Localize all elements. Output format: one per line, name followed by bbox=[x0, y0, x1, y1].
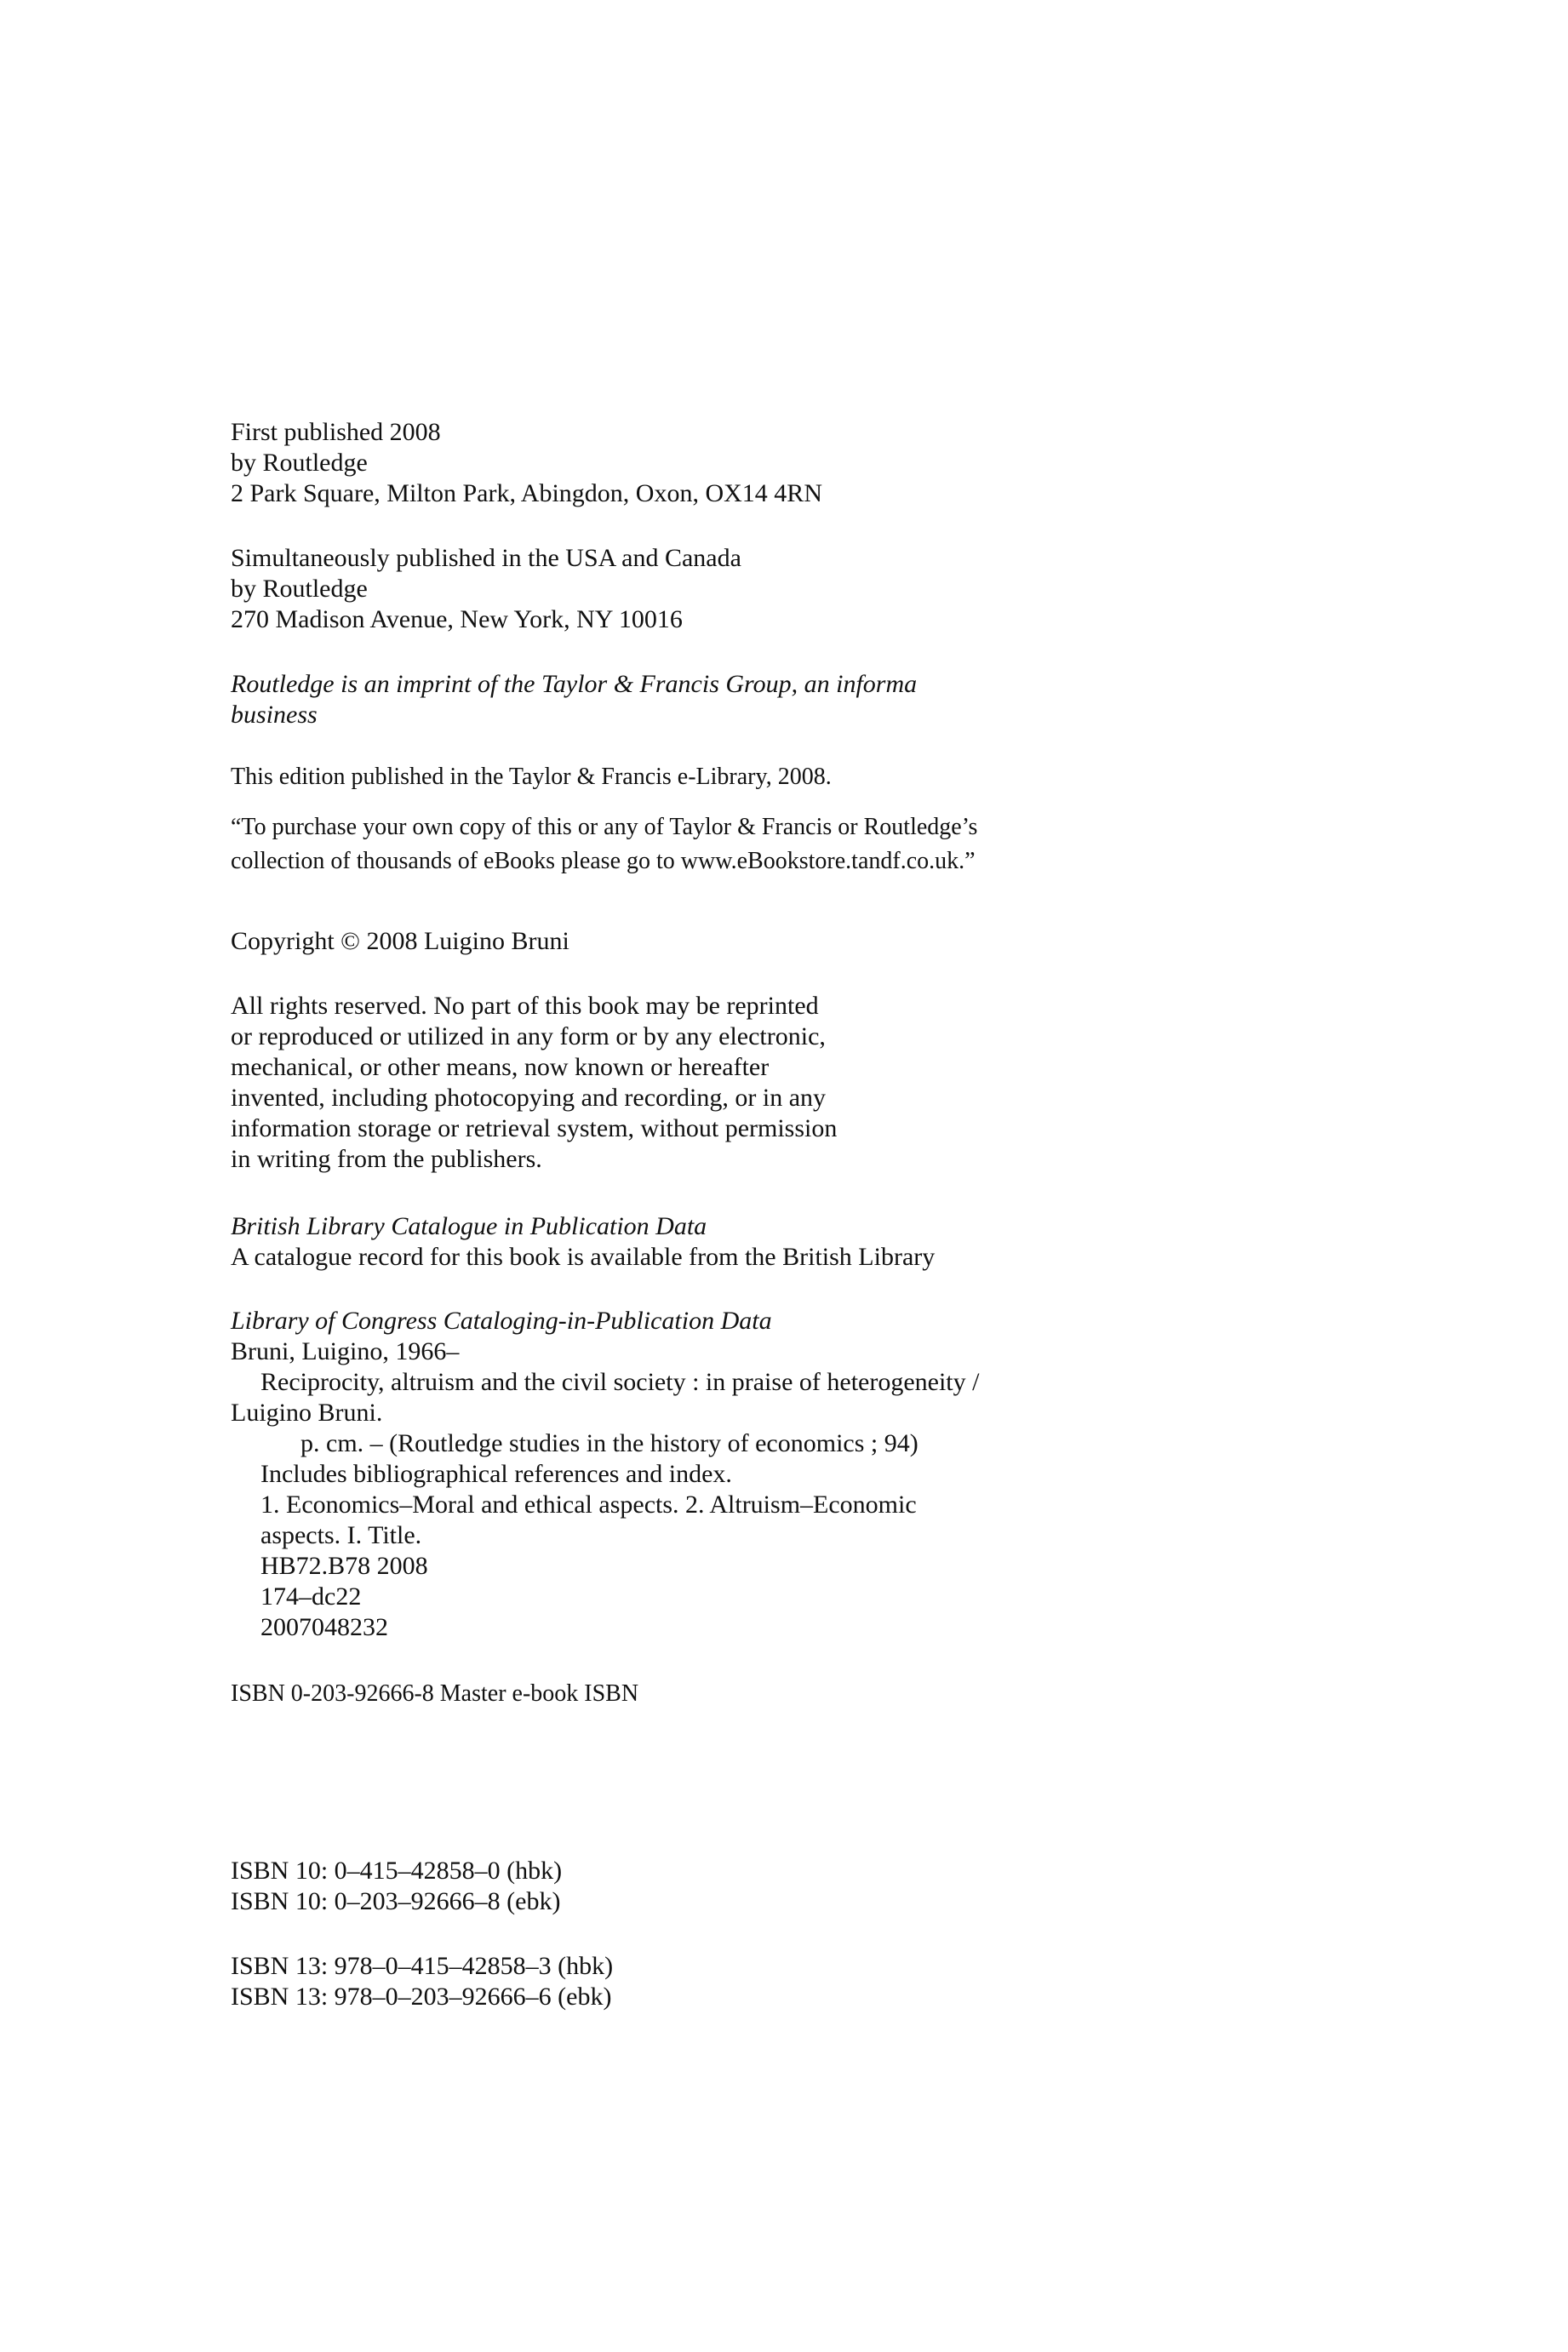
ebook-purchase-line-1: “To purchase your own copy of this or any of Taylor & Francis or Routledge’s bbox=[231, 814, 978, 840]
copyright-line: Copyright © 2008 Luigino Bruni bbox=[231, 927, 569, 955]
publisher-line: by Routledge bbox=[231, 449, 368, 477]
rights-line-4: invented, including photocopying and recording, or in any bbox=[231, 1084, 827, 1112]
isbn-10-ebk: ISBN 10: 0–203–92666–8 (ebk) bbox=[231, 1887, 561, 1915]
isbn-13-ebk: ISBN 13: 978–0–203–92666–6 (ebk) bbox=[231, 1983, 612, 2011]
rights-line-2: or reproduced or utilized in any form or by any electronic, bbox=[231, 1022, 826, 1050]
ebook-purchase-line-2: collection of thousands of eBooks please go to www.eBookstore.tandf.co.uk.” bbox=[231, 848, 976, 874]
loc-classification: HB72.B78 2008 bbox=[260, 1552, 428, 1580]
rights-line-3: mechanical, or other means, now known or hereafter bbox=[231, 1053, 770, 1081]
british-library-text: A catalogue record for this book is available from the British Library bbox=[231, 1243, 936, 1271]
isbn-master-line: ISBN 0-203-92666-8 Master e-book ISBN bbox=[231, 1680, 639, 1707]
loc-subjects-line-1: 1. Economics–Moral and ethical aspects. 2. Altruism–Economic bbox=[260, 1491, 917, 1519]
first-published-line: First published 2008 bbox=[231, 418, 441, 446]
loc-title-line-1: Reciprocity, altruism and the civil society : in praise of heterogeneity / bbox=[260, 1368, 980, 1396]
simultaneous-line: Simultaneously published in the USA and Canada bbox=[231, 544, 741, 572]
publisher-line-us: by Routledge bbox=[231, 575, 368, 603]
british-library-heading: British Library Catalogue in Publication Data bbox=[231, 1212, 707, 1240]
loc-control-number: 2007048232 bbox=[260, 1613, 388, 1641]
loc-subjects-line-2: aspects. I. Title. bbox=[260, 1521, 422, 1549]
rights-line-6: in writing from the publishers. bbox=[231, 1145, 542, 1173]
loc-title-line-2: Luigino Bruni. bbox=[231, 1399, 383, 1427]
isbn-10-hbk: ISBN 10: 0–415–42858–0 (hbk) bbox=[231, 1857, 563, 1885]
publisher-address-us: 270 Madison Avenue, New York, NY 10016 bbox=[231, 605, 683, 633]
publisher-address-uk: 2 Park Square, Milton Park, Abingdon, Oxon, OX14 4RN bbox=[231, 479, 822, 507]
isbn-13-hbk: ISBN 13: 978–0–415–42858–3 (hbk) bbox=[231, 1952, 614, 1980]
loc-heading: Library of Congress Cataloging-in-Publication Data bbox=[231, 1307, 772, 1335]
imprint-note-line-1: Routledge is an imprint of the Taylor & Francis Group, an informa bbox=[231, 670, 918, 698]
loc-author: Bruni, Luigino, 1966– bbox=[231, 1337, 460, 1365]
rights-line-5: information storage or retrieval system, without permission bbox=[231, 1114, 838, 1142]
rights-line-1: All rights reserved. No part of this book may be reprinted bbox=[231, 992, 819, 1020]
ebook-edition-line: This edition published in the Taylor & Francis e-Library, 2008. bbox=[231, 764, 832, 790]
loc-series: p. cm. – (Routledge studies in the history of economics ; 94) bbox=[300, 1429, 918, 1457]
loc-dewey: 174–dc22 bbox=[260, 1582, 362, 1611]
loc-includes: Includes bibliographical references and index. bbox=[260, 1460, 732, 1488]
imprint-note-line-2: business bbox=[231, 701, 318, 729]
